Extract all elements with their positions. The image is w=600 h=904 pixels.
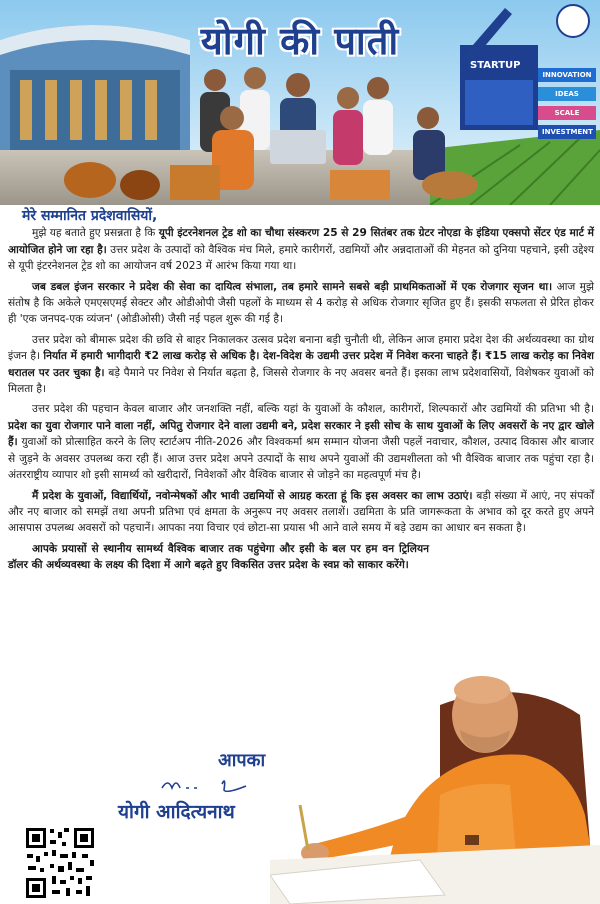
- paragraph-4-highlight: प्रदेश का युवा रोजगार पाने वाला नहीं, अपितु रोजगार देने वाला उद्यमी बने, प्रदेश सरकार ने इसी सोच के साथ युवाओं के लिए अवसरों के नए द्वार खोले हैं।: [8, 419, 594, 449]
- startup-tags: [538, 68, 596, 144]
- header-banner: [0, 0, 600, 205]
- paragraph-1-rest: उत्तर प्रदेश के उत्पादों को वैश्विक मंच मिले, हमारे कारीगरों, उद्यमियों और अन्नदाताओं की मेहनत को दुनिया पहचाने, इसी उद्देश्य से यूपी इंटरनेशनल ट्रेड शो का आयोजन वर्ष 2023 में आरंभ किया गया था।: [8, 243, 594, 273]
- chief-minister-portrait: [270, 645, 600, 904]
- paragraph-2-highlight: जब डबल इंजन सरकार ने प्रदेश की सेवा का दायित्व संभाला, तब हमारे सामने सबसे बड़ी प्राथमिकताओं में एक रोजगार सृजन था।: [32, 280, 553, 293]
- paragraph-5: [8, 488, 594, 537]
- paragraph-4-intro: उत्तर प्रदेश की पहचान केवल बाजार और जनशक्ति नहीं, बल्कि यहां के युवाओं के कौशल, कारीगरों, शिल्पकारों और उद्यमियों की प्रतिभा भी है।: [32, 403, 594, 416]
- paragraph-1: [8, 225, 594, 274]
- signature-icon: [160, 774, 250, 796]
- startup-tag: INNOVATION: [538, 68, 596, 82]
- paragraph-3-highlight: निर्यात में हमारी भागीदारी ₹2 लाख करोड़ से अधिक है। देश-विदेश के उद्यमी उत्तर प्रदेश में निवेश करना चाहते हैं। ₹15 लाख करोड़ का निवेश धरातल पर उतर चुका है।: [8, 350, 594, 379]
- paragraph-3: [8, 332, 594, 398]
- startup-tag: IDEAS: [538, 87, 596, 101]
- paragraph-5-rest: बड़ी संख्या में आएं, नए संपर्कों और नए बाजार को समझें तथा अपनी प्रतिभा एवं क्षमता के अनुरूप नए अवसर तलाशें। उद्यमिता के प्रति जागरूकता के अभाव को दूर करते हुए अपने आसपास उपलब्ध अवसरों को पहचानें। आपका नया विचार एवं छोटा-सा प्रयास भी आने वाले समय में बड़े उद्यम का आधार बन सकता है।: [8, 489, 594, 535]
- startup-board-label: STARTUP: [470, 60, 521, 71]
- page-title: योगी की पाती: [200, 19, 400, 63]
- closing-word: आपका: [218, 750, 266, 771]
- paragraph-1-highlight: यूपी इंटरनेशनल ट्रेड शो का चौथा संस्करण 25 से 29 सितंबर तक ग्रेटर नोएडा के इंडिया एक्सपो सेंटर एंड मार्ट में आयोजित होने जा रहा है।: [8, 227, 594, 256]
- portrait-illustration: [270, 645, 600, 904]
- paragraph-2-rest: आज मुझे संतोष है कि अकेले एमएसएमई सेक्टर और ओडीओपी जैसी पहलों के माध्यम से 4 करोड़ से अधिक रोजगार सृजित हुए हैं। इसकी सफलता से प्रेरित होकर ही 'एक जनपद-एक व्यंजन' (ओडीओसी) जैसी नई पहल शुरू की गई है।: [8, 280, 594, 326]
- paragraph-1-intro: मुझे यह बताते हुए प्रसन्नता है कि: [32, 227, 159, 240]
- salutation: मेरे सम्मानित प्रदेशवासियों,: [22, 208, 158, 224]
- paragraph-2: [8, 279, 594, 328]
- signatory-name: योगी आदित्यनाथ: [118, 801, 235, 823]
- paragraph-3-rest: बड़े पैमाने पर निवेश से निर्यात बढ़ता है, जिससे रोजगार के नए अवसर बनते हैं। इसका लाभ प्रदेशवासियों, विशेषकर युवाओं को मिलता है।: [8, 366, 594, 396]
- paragraph-4-rest: युवाओं को प्रोत्साहित करने के लिए स्टार्टअप नीति-2026 और विश्वकर्मा श्रम सम्मान योजना जैसी पहलें नवाचार, कौशल, उत्पाद विकास और बाजार से जुड़ने के अवसर उपलब्ध करा रही हैं। आज उत्तर प्रदेश अपने उत्पादों के साथ अपने युवाओं की उद्यमशीलता को भी वैश्विक बाजार तक पहुंचा रहा है। अंतरराष्ट्रीय व्यापार शो इसी सामर्थ्य को खरीदारों, निवेशकों और वैश्विक बाजार से जोड़ने का महत्वपूर्ण मंच है।: [8, 436, 594, 482]
- paragraph-4: [8, 401, 594, 483]
- paragraph-6: आपके प्रयासों से स्थानीय सामर्थ्य वैश्विक बाजार तक पहुंचेगा और इसी के बल पर हम वन ट्रिलियन डॉलर की अर्थव्यवस्था के लक्ष्य की दिशा में आगे बढ़ते हुए विकसित उत्तर प्रदेश के स्वप्न को साकार करेंगे।: [8, 542, 429, 572]
- paragraph-5-highlight: मैं प्रदेश के युवाओं, विद्यार्थियों, नवोन्मेषकों और भावी उद्यमियों से आग्रह करता हूं कि इस अवसर का लाभ उठाएं।: [32, 489, 473, 502]
- startup-tag: SCALE: [538, 106, 596, 120]
- paragraph-3-intro: उत्तर प्रदेश को बीमारू प्रदेश की छवि से बाहर निकालकर उत्सव प्रदेश बनाना बड़ी चुनौती थी, लेकिन आज हमारा प्रदेश देश की अर्थव्यवस्था का ग्रोथ इंजन है।: [8, 333, 594, 363]
- qr-code-icon[interactable]: [24, 826, 96, 900]
- startup-tag: INVESTMENT: [538, 125, 596, 139]
- letter-body: [8, 208, 594, 578]
